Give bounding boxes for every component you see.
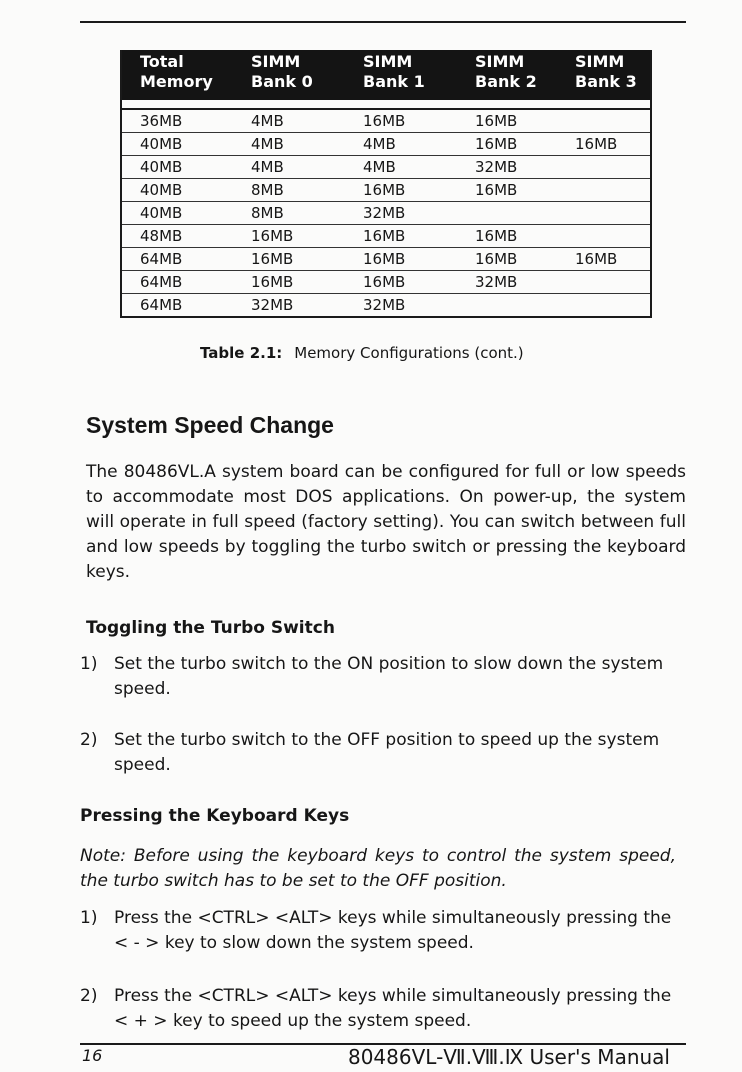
table-cell: 4MB — [233, 156, 345, 179]
table-row — [121, 156, 651, 179]
table-cell: 8MB — [233, 202, 345, 225]
step-text: Set the turbo switch to the OFF position to speed up the system speed. — [114, 730, 660, 775]
step-number: 1) — [80, 654, 98, 674]
step-text: Set the turbo switch to the ON position to slow down the system speed. — [114, 654, 664, 699]
table-cell: 32MB — [345, 294, 457, 318]
table-cell: 16MB — [233, 271, 345, 294]
table-cell: 16MB — [345, 109, 457, 133]
table-row — [121, 294, 651, 318]
table-cell: 4MB — [345, 156, 457, 179]
table-cell — [557, 109, 651, 133]
turbo-step-1 — [80, 652, 680, 702]
table-cell: 16MB — [457, 109, 557, 133]
table-cell: 16MB — [457, 179, 557, 202]
table-cell: 40MB — [121, 179, 233, 202]
table-cell: 8MB — [233, 179, 345, 202]
table-row — [121, 179, 651, 202]
table-cell — [557, 202, 651, 225]
table-cell: 4MB — [345, 133, 457, 156]
table-header-row — [121, 50, 651, 100]
table-row — [121, 133, 651, 156]
table-cell: 16MB — [557, 133, 651, 156]
table-row — [121, 202, 651, 225]
table-row — [121, 248, 651, 271]
step-number: 1) — [80, 908, 98, 928]
keyboard-keys-heading: Pressing the Keyboard Keys — [80, 806, 350, 826]
table-row — [121, 271, 651, 294]
table-cell — [557, 179, 651, 202]
header-simm-bank-1: SIMM Bank 1 — [345, 50, 457, 100]
keyboard-step-2 — [80, 984, 680, 1034]
table-cell: 16MB — [345, 248, 457, 271]
table-cell: 64MB — [121, 294, 233, 318]
step-text: Press the <CTRL> <ALT> keys while simultaneously pressing the < + > key to speed up the system speed. — [114, 986, 672, 1031]
table-cell: 32MB — [233, 294, 345, 318]
header-simm-bank-3: SIMM Bank 3 — [557, 50, 651, 100]
table-cell: 16MB — [345, 271, 457, 294]
keyboard-step-1 — [80, 906, 680, 956]
table-cell: 16MB — [457, 225, 557, 248]
intro-paragraph: The 80486VL.A system board can be configured for full or low speeds to accommodate most DOS applications. On power-up, the system will operate in full speed (factory setting). You can switch between full and low speeds by toggling the turbo switch or pressing the keyboard keys. — [86, 462, 686, 582]
table-caption-text: Memory Configurations (cont.) — [294, 344, 524, 362]
page-number: 16 — [82, 1046, 103, 1065]
top-rule — [80, 21, 686, 23]
table-spacer — [121, 100, 651, 109]
table-cell: 32MB — [457, 156, 557, 179]
table-cell: 16MB — [233, 248, 345, 271]
header-simm-bank-0: SIMM Bank 0 — [233, 50, 345, 100]
table-cell: 48MB — [121, 225, 233, 248]
table-cell: 16MB — [457, 133, 557, 156]
table-cell: 16MB — [345, 179, 457, 202]
table-cell: 16MB — [557, 248, 651, 271]
table-cell — [557, 225, 651, 248]
step-number: 2) — [80, 986, 98, 1006]
table-cell: 4MB — [233, 133, 345, 156]
keyboard-note: Note: Before using the keyboard keys to control the system speed, the turbo switch has to be set to the OFF position. — [80, 846, 676, 891]
section-title: System Speed Change — [86, 412, 334, 438]
table-row — [121, 109, 651, 133]
table-cell: 40MB — [121, 133, 233, 156]
table-cell: 4MB — [233, 109, 345, 133]
header-simm-bank-2: SIMM Bank 2 — [457, 50, 557, 100]
step-number: 2) — [80, 730, 98, 750]
table-caption — [200, 343, 524, 363]
table-cell: 32MB — [345, 202, 457, 225]
table-cell — [457, 294, 557, 318]
table-cell — [557, 294, 651, 318]
manual-title: 80486VL-Ⅶ.Ⅷ.Ⅸ User's Manual — [347, 1045, 670, 1069]
table-caption-label: Table 2.1: — [200, 344, 283, 362]
header-total-memory: Total Memory — [121, 50, 233, 100]
table-cell: 16MB — [457, 248, 557, 271]
turbo-step-2 — [80, 728, 680, 778]
table-cell: 16MB — [233, 225, 345, 248]
table-cell: 64MB — [121, 248, 233, 271]
table-cell — [557, 156, 651, 179]
table-cell: 36MB — [121, 109, 233, 133]
table-cell: 32MB — [457, 271, 557, 294]
turbo-switch-heading: Toggling the Turbo Switch — [86, 618, 335, 638]
memory-configuration-table — [120, 50, 652, 318]
table-row — [121, 225, 651, 248]
table-cell: 64MB — [121, 271, 233, 294]
table-cell — [457, 202, 557, 225]
table-cell: 40MB — [121, 202, 233, 225]
step-text: Press the <CTRL> <ALT> keys while simultaneously pressing the < - > key to slow down the system speed. — [114, 908, 672, 953]
table-cell: 16MB — [345, 225, 457, 248]
table-cell: 40MB — [121, 156, 233, 179]
table-cell — [557, 271, 651, 294]
